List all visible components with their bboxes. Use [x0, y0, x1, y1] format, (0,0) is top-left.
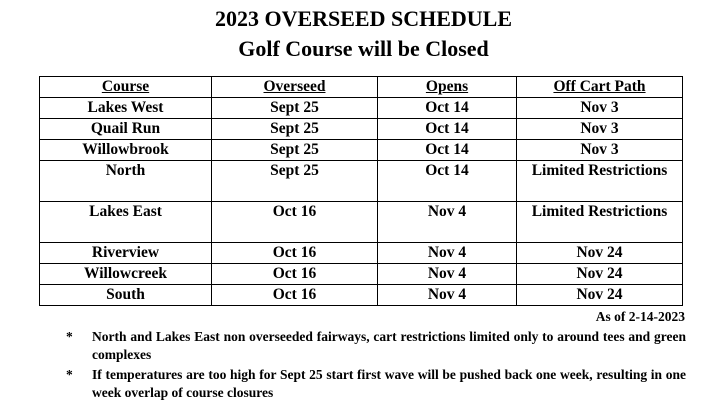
cell-off-cart-path: Nov 3 — [517, 119, 683, 140]
table-row — [40, 98, 683, 119]
footnote-bullet: * — [66, 367, 73, 382]
page-title: 2023 OVERSEED SCHEDULE — [214, 6, 513, 31]
cell-opens: Oct 14 — [378, 119, 517, 140]
footnote — [66, 328, 686, 364]
cell-opens: Nov 4 — [378, 264, 517, 285]
cell-opens: Oct 14 — [378, 98, 517, 119]
cell-off-cart-path: Nov 24 — [517, 285, 683, 306]
footnote-bullet: * — [66, 329, 73, 344]
as-of-date: As of 2-14-2023 — [595, 309, 685, 324]
cell-course: South — [40, 285, 212, 306]
cell-course: Willowbrook — [40, 140, 212, 161]
table-header-row — [40, 77, 683, 98]
table-row — [40, 264, 683, 285]
cell-overseed: Sept 25 — [212, 161, 378, 202]
cell-overseed: Oct 16 — [212, 264, 378, 285]
cell-overseed: Oct 16 — [212, 243, 378, 264]
cell-opens: Oct 14 — [378, 140, 517, 161]
cell-off-cart-path: Limited Restrictions — [517, 161, 683, 202]
cell-course: Quail Run — [40, 119, 212, 140]
cell-opens: Nov 4 — [378, 243, 517, 264]
table-row — [40, 140, 683, 161]
cell-course: Lakes East — [40, 202, 212, 243]
cell-opens: Oct 14 — [378, 161, 517, 202]
footnote — [66, 366, 686, 402]
footnote-text: North and Lakes East non overseeded fairways, cart restrictions limited only to around tees and green complexes — [92, 329, 686, 362]
cell-course: Riverview — [40, 243, 212, 264]
cell-opens: Nov 4 — [378, 202, 517, 243]
cell-off-cart-path: Nov 3 — [517, 140, 683, 161]
cell-course: Willowcreek — [40, 264, 212, 285]
overseed-schedule-table — [39, 76, 683, 306]
table-row — [40, 202, 683, 243]
cell-off-cart-path: Nov 3 — [517, 98, 683, 119]
cell-course: Lakes West — [40, 98, 212, 119]
cell-overseed: Oct 16 — [212, 285, 378, 306]
cell-overseed: Sept 25 — [212, 140, 378, 161]
cell-course: North — [40, 161, 212, 202]
cell-off-cart-path: Nov 24 — [517, 264, 683, 285]
cell-overseed: Sept 25 — [212, 119, 378, 140]
cell-off-cart-path: Nov 24 — [517, 243, 683, 264]
table-row — [40, 119, 683, 140]
cell-overseed: Sept 25 — [212, 98, 378, 119]
table-row — [40, 161, 683, 202]
header-off-cart-path: Off Cart Path — [517, 77, 683, 98]
footnote-text: If temperatures are too high for Sept 25 start first wave will be pushed back one week, resulting in one week overlap of course closures — [92, 367, 686, 400]
page-subtitle: Golf Course will be Closed — [238, 36, 489, 61]
cell-opens: Nov 4 — [378, 285, 517, 306]
header-course: Course — [40, 77, 212, 98]
header-overseed: Overseed — [212, 77, 378, 98]
table-row — [40, 285, 683, 306]
cell-overseed: Oct 16 — [212, 202, 378, 243]
cell-off-cart-path: Limited Restrictions — [517, 202, 683, 243]
table-row — [40, 243, 683, 264]
header-opens: Opens — [378, 77, 517, 98]
